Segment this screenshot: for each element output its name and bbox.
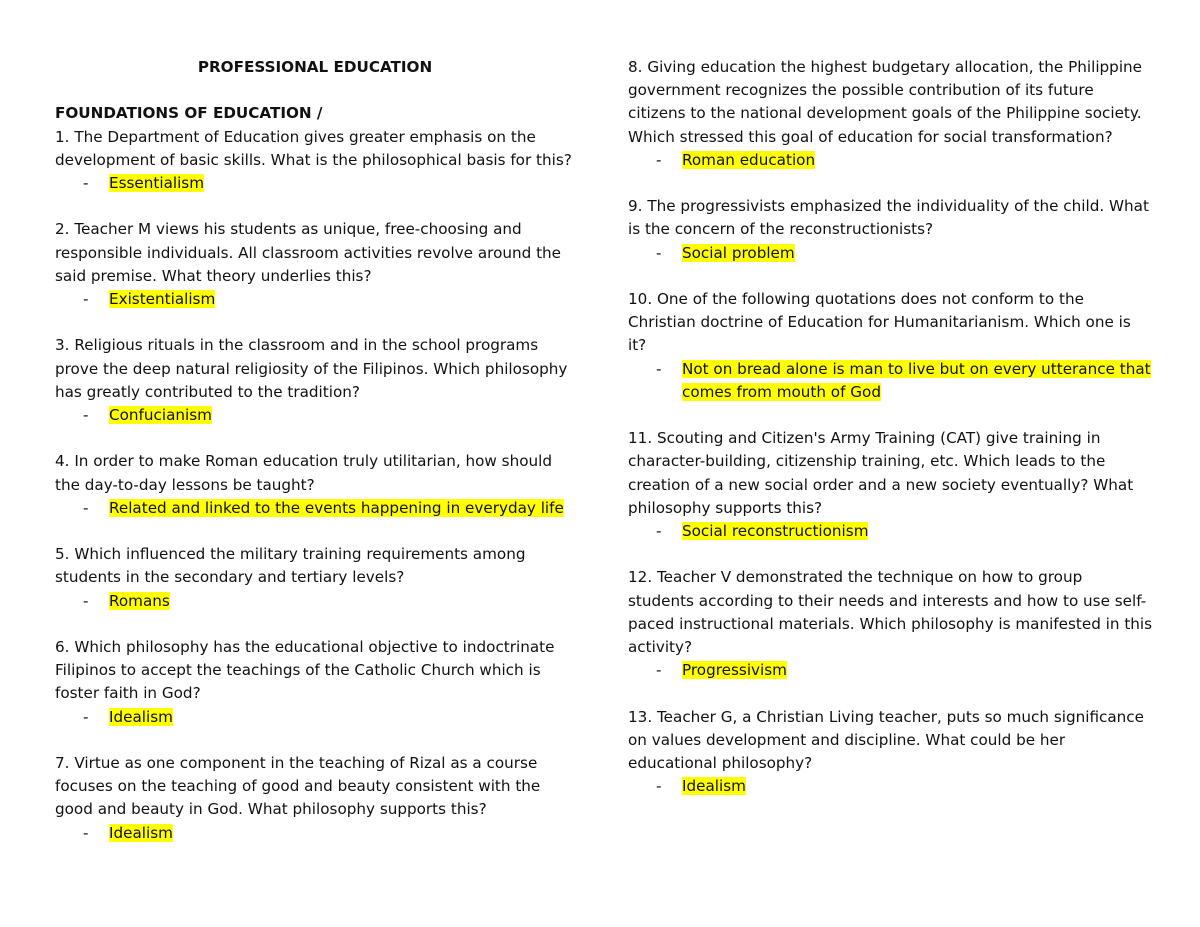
answer-highlight: Romans xyxy=(109,591,170,610)
question-item xyxy=(55,543,575,613)
bullet-dash: - xyxy=(656,243,662,262)
question-item xyxy=(55,636,575,729)
question-item xyxy=(628,195,1153,265)
question-item xyxy=(55,126,575,196)
answer-line xyxy=(628,242,1153,265)
answer-highlight: Idealism xyxy=(109,823,173,842)
question-item xyxy=(628,706,1153,799)
question-text: 2. Teacher M views his students as unique, free-choosing and responsible individuals. All classroom activities revolve around the said premise. What theory underlies this? xyxy=(55,220,561,285)
bullet-dash: - xyxy=(83,498,89,517)
document-title: PROFESSIONAL EDUCATION xyxy=(197,58,433,76)
bullet-dash: - xyxy=(83,406,89,424)
answer-highlight: Essentialism xyxy=(109,174,205,192)
section-heading: FOUNDATIONS OF EDUCATION / xyxy=(55,104,323,123)
answer-line xyxy=(628,659,1153,682)
answer-line xyxy=(55,404,575,427)
bullet-dash: - xyxy=(656,777,662,796)
question-text: 6. Which philosophy has the educational objective to indoctrinate Filipinos to accept the teachings of the Catholic Church which is foster faith in God? xyxy=(55,637,555,703)
bullet-dash: - xyxy=(83,290,89,308)
question-item xyxy=(55,752,575,845)
question-item xyxy=(628,288,1153,404)
question-item xyxy=(628,56,1153,172)
answer-highlight: Progressivism xyxy=(682,661,787,680)
bullet-dash: - xyxy=(656,359,662,378)
left-column xyxy=(55,56,575,845)
answer-line xyxy=(628,358,1153,404)
answer-line xyxy=(55,288,575,311)
answer-line xyxy=(628,149,1153,172)
right-column xyxy=(628,56,1153,798)
question-text: 12. Teacher V demonstrated the technique on how to group students according to their needs and interests and how to use self-paced instructional materials. Which philosophy is manifested in this activity? xyxy=(628,568,1153,657)
question-text: 4. In order to make Roman education truly utilitarian, how should the day-to-day lessons be taught? xyxy=(55,452,552,494)
bullet-dash: - xyxy=(656,522,662,541)
answer-highlight: Social reconstructionism xyxy=(682,522,869,541)
question-text: 10. One of the following quotations does not conform to the Christian doctrine of Education for Humanitarianism. Which one is it? xyxy=(628,290,1131,355)
question-text: 7. Virtue as one component in the teaching of Rizal as a course focuses on the teaching of good and beauty consistent with the good and beauty in God. What philosophy supports this? xyxy=(55,753,541,819)
bullet-dash: - xyxy=(83,591,89,610)
answer-line xyxy=(55,590,575,613)
bullet-dash: - xyxy=(83,174,89,192)
question-text: 8. Giving education the highest budgetary allocation, the Philippine government recognizes the possible contribution of its future citizens to the national development goals of the Philippine society. Which stressed this goal of education for social transformation? xyxy=(628,58,1143,146)
answer-highlight: Social problem xyxy=(682,243,795,262)
question-text: 13. Teacher G, a Christian Living teacher, puts so much significance on values development and discipline. What could be her educational philosophy? xyxy=(628,707,1145,773)
question-item xyxy=(628,566,1153,682)
answer-highlight: Roman education xyxy=(682,150,816,169)
question-item xyxy=(55,218,575,311)
answer-highlight: Related and linked to the events happening in everyday life xyxy=(109,498,564,517)
bullet-dash: - xyxy=(83,707,89,726)
question-text: 9. The progressivists emphasized the individuality of the child. What is the concern of the reconstructionists? xyxy=(628,197,1149,239)
question-item xyxy=(55,334,575,427)
question-item xyxy=(628,427,1153,543)
question-text: 11. Scouting and Citizen's Army Training (CAT) give training in character-building, citizenship training, etc. Which leads to the creation of a new social order and a new society eventually? What philosophy supports this? xyxy=(628,429,1134,517)
answer-highlight: Existentialism xyxy=(109,290,216,308)
answer-line xyxy=(628,775,1153,798)
answer-highlight: Not on bread alone is man to live but on every utterance that comes from mouth of God xyxy=(682,359,1151,401)
answer-line xyxy=(55,822,575,845)
answer-line xyxy=(55,172,575,195)
bullet-dash: - xyxy=(656,661,662,680)
answer-line xyxy=(55,497,575,520)
bullet-dash: - xyxy=(83,823,89,842)
answer-highlight: Idealism xyxy=(109,707,173,726)
question-text: 1. The Department of Education gives greater emphasis on the development of basic skills. What is the philosophical basis for this? xyxy=(55,127,572,169)
answer-line xyxy=(628,520,1153,543)
question-text: 5. Which influenced the military training requirements among students in the secondary and tertiary levels? xyxy=(55,545,526,587)
question-text: 3. Religious rituals in the classroom and in the school programs prove the deep natural religiosity of the Filipinos. Which philosophy has greatly contributed to the tradition? xyxy=(55,336,568,401)
answer-highlight: Idealism xyxy=(682,777,746,796)
bullet-dash: - xyxy=(656,150,662,169)
answer-highlight: Confucianism xyxy=(109,406,212,424)
answer-line xyxy=(55,706,575,729)
question-item xyxy=(55,450,575,520)
